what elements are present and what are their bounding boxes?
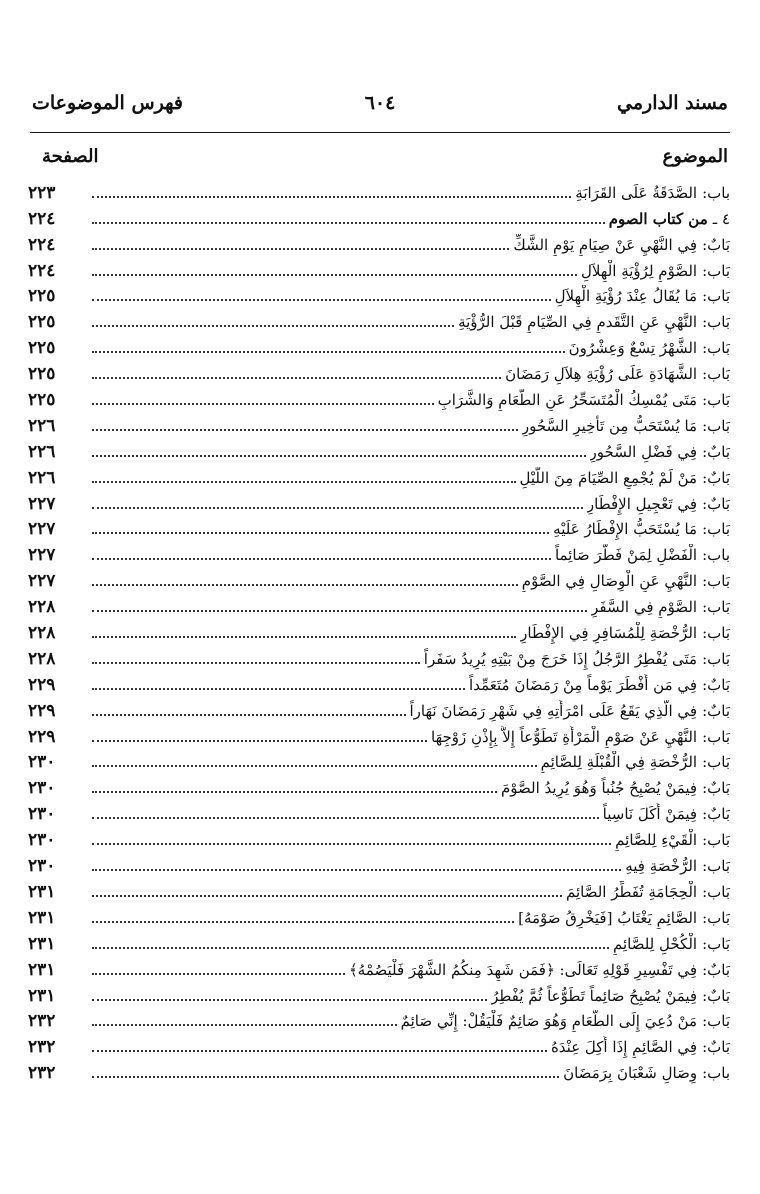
dot-leader: [92, 790, 497, 793]
index-entry: [28, 307, 730, 333]
entry-title: الْكُحْلِ لِلصَّائِمِ: [612, 934, 698, 953]
dot-leader: [92, 868, 621, 871]
entry-page-number: ٢٣٠: [28, 752, 56, 773]
entry-page-number: ٢٣١: [28, 933, 56, 954]
entry-title: الصَّوْمِ لِرُؤْيَةِ الْهِلاَلِ: [580, 261, 698, 280]
entry-page-number: ٢٣٠: [28, 778, 56, 799]
entry-title: فِي الَّذِي يَقَعُ عَلَى امْرَأَتِهِ فِي شَهْرِ رَمَضَانَ نَهَاراً: [409, 701, 698, 720]
index-entry: [28, 1007, 730, 1033]
section-title: فهرس الموضوعات: [32, 92, 183, 114]
entry-prefix: بَاب:: [702, 261, 730, 280]
index-entry: [28, 799, 730, 825]
header-rule: [30, 132, 730, 133]
entry-page-number: ٢٣١: [28, 959, 56, 980]
index-entry: [28, 903, 730, 929]
entry-prefix: بَابٌ:: [702, 986, 730, 1005]
entry-page-number: ٢٢٥: [28, 338, 56, 359]
dot-leader: [92, 1075, 559, 1078]
index-entry: [28, 385, 730, 411]
column-headings: [32, 143, 728, 173]
entry-prefix: باب:: [702, 1064, 730, 1083]
index-entry: [28, 696, 730, 722]
index-entry: [28, 178, 730, 204]
entry-title: وِصَالِ شَعْبَانَ بِرَمَضَانَ: [563, 1064, 698, 1083]
index-entry: [28, 981, 730, 1007]
index-entry: [28, 955, 730, 981]
entry-prefix: بَاب:: [702, 857, 730, 876]
index-entry: [28, 515, 730, 541]
index-entry: [28, 644, 730, 670]
entry-prefix: ٤ ـ: [712, 209, 730, 228]
entry-page-number: ٢٢٥: [28, 312, 56, 333]
entry-prefix: باب:: [702, 546, 730, 565]
index-entry: [28, 540, 730, 566]
entry-title: النَّهْيِ عَنِ الْوِصَالِ فِي الصَّوْمِ: [521, 572, 698, 591]
entry-prefix: بَاب:: [702, 520, 730, 539]
dot-leader: [92, 454, 586, 457]
index-entry: [28, 282, 730, 308]
entry-page-number: ٢٣٢: [28, 1011, 56, 1032]
entry-prefix: بَاب:: [702, 339, 730, 358]
dot-leader: [92, 635, 516, 638]
dot-leader: [92, 247, 509, 250]
entry-page-number: ٢٢٤: [28, 208, 56, 229]
entry-title: فِي تَفْسِيرِ قَوْلِهِ تَعَالَى: ﴿فَمَن شَهِدَ مِنكُمُ الشَّهْرَ فَلْيَصُمْهُ﴾: [348, 960, 698, 979]
entry-title: فِي فَضْلِ السَّحُورِ: [589, 442, 698, 461]
index-entry: [28, 773, 730, 799]
entry-title: من كتاب الصوم: [608, 209, 708, 228]
entry-page-number: ٢٢٩: [28, 674, 56, 695]
entry-page-number: ٢٢٨: [28, 648, 56, 669]
entry-title: مَا يُسْتَحَبُّ مِن تَأْخِيرِ السَّحُورِ: [521, 416, 698, 435]
entry-prefix: بَابٌ:: [702, 468, 730, 487]
entry-prefix: بَابٌ:: [702, 1038, 730, 1057]
index-entry: [28, 851, 730, 877]
dot-leader: [92, 324, 454, 327]
dot-leader: [92, 894, 562, 897]
index-entry: [28, 618, 730, 644]
dot-leader: [92, 428, 518, 431]
entry-title: النَّهْيِ عَنْ صَوْمِ الْمَرْأَةِ تَطَوُّعاً إِلاَّ بِإِذْنِ زَوْجِهَا: [431, 727, 698, 746]
entry-page-number: ٢٢٣: [28, 182, 56, 203]
dot-leader: [92, 531, 549, 534]
entry-page-number: ٢٢٥: [28, 286, 56, 307]
index-entry: [28, 1032, 730, 1058]
entry-prefix: بَاب:: [702, 727, 730, 746]
index-entry: [28, 670, 730, 696]
entry-prefix: بَاب:: [702, 1012, 730, 1031]
entry-page-number: ٢٢٤: [28, 234, 56, 255]
section-heading-row: [28, 204, 730, 230]
index-entries: [28, 178, 730, 1084]
dot-leader: [92, 221, 605, 224]
running-header: [32, 88, 728, 122]
dot-leader: [92, 557, 551, 560]
entry-page-number: ٢٣٠: [28, 804, 56, 825]
index-entry: [28, 230, 730, 256]
dot-leader: [92, 480, 516, 483]
dot-leader: [92, 609, 587, 612]
entry-page-number: ٢٣٠: [28, 856, 56, 877]
entry-prefix: بَابٌ:: [702, 779, 730, 798]
entry-page-number: ٢٣٢: [28, 1037, 56, 1058]
dot-leader: [92, 687, 465, 690]
index-entry: [28, 359, 730, 385]
dot-leader: [92, 972, 345, 975]
entry-prefix: بَاب:: [702, 287, 730, 306]
entry-title: الْفَضْلِ لِمَنْ فَطَّرَ صَائِماً: [554, 546, 698, 565]
entry-title: فِي النَّهْيِ عَنْ صِيَامِ يَوْمِ الشَّكِّ: [513, 235, 698, 254]
page-number: ٦٠٤: [364, 92, 396, 114]
dot-leader: [92, 764, 537, 767]
entry-title: الصَّائِمِ يَغْتَابُ [فَيَخْرِقُ صَوْمَهُ]: [518, 908, 698, 927]
entry-page-number: ٢٢٨: [28, 597, 56, 618]
entry-title: الشَّهْرُ تِسْعٌ وَعِشْرُونَ: [568, 339, 698, 358]
entry-page-number: ٢٢٩: [28, 726, 56, 747]
dot-leader: [92, 713, 406, 716]
entry-title: الرُّخْصَةِ فِيهِ: [625, 857, 698, 876]
dot-leader: [92, 376, 501, 379]
entry-title: فِيمَنْ يُصْبِحُ جُنُباً وَهُوَ يُرِيدُ الصَّوْمَ: [500, 779, 698, 798]
entry-prefix: بَاب:: [702, 313, 730, 332]
index-entry: [28, 748, 730, 774]
entry-prefix: بَابٌ:: [702, 442, 730, 461]
entry-prefix: بَاب:: [702, 624, 730, 643]
entry-title: الرُّخْصَةِ لِلْمُسَافِرِ فِي الإِفْطَارِ: [520, 624, 698, 643]
entry-title: الصَّدَقَةُ عَلَى القَرَابَةِ: [575, 183, 698, 202]
entry-page-number: ٢٣١: [28, 985, 56, 1006]
entry-title: فِي الصَّائِمِ إِذَا أُكِلَ عِنْدَهُ: [550, 1038, 698, 1057]
dot-leader: [92, 350, 565, 353]
index-entry: [28, 722, 730, 748]
entry-prefix: بَاب:: [702, 598, 730, 617]
page-column-heading: الصفحة: [42, 146, 99, 167]
entry-title: النَّهْيِ عَنِ التَّقَدمِ فِي الصِّيَامِ قَبْلَ الرُّؤْيَةِ: [458, 313, 698, 332]
entry-title: فِي مَن أَفْطَرَ يَوْماً مِنْ رَمَضَانَ مُتَعَمِّداً: [469, 675, 698, 694]
entry-page-number: ٢٢٦: [28, 467, 56, 488]
entry-title: مَتَى يُمْسِكُ الْمُتَسَحِّرُ عَنِ الطَّعَامِ وَالشَّرَابِ: [437, 391, 698, 410]
index-entry: [28, 1058, 730, 1084]
entry-page-number: ٢٢٥: [28, 390, 56, 411]
entry-title: الْقَيْءِ لِلصَّائِمِ: [615, 831, 698, 850]
dot-leader: [92, 1049, 547, 1052]
index-entry: [28, 437, 730, 463]
entry-page-number: ٢٢٧: [28, 545, 56, 566]
entry-title: مَا يُسْتَحَبُّ الإِفْطَارُ عَلَيْهِ: [553, 520, 698, 539]
entry-title: مَنْ لَمْ يُجْمِعِ الصِّيَامَ مِنَ اللَّيْلِ: [519, 468, 698, 487]
dot-leader: [92, 273, 577, 276]
entry-title: الْحِجَامَةِ تُفَطِّرُ الصَّائِمَ: [565, 882, 698, 901]
entry-prefix: بَابٌ:: [702, 701, 730, 720]
dot-leader: [92, 195, 571, 198]
entry-page-number: ٢٣١: [28, 907, 56, 928]
index-entry: [28, 411, 730, 437]
index-entry: [28, 929, 730, 955]
entry-title: الصَّوْمِ فِي السَّفَرِ: [591, 598, 698, 617]
dot-leader: [92, 816, 599, 819]
entry-prefix: بَاب:: [702, 649, 730, 668]
entry-prefix: بَاب:: [702, 831, 730, 850]
entry-page-number: ٢٣٠: [28, 830, 56, 851]
entry-title: فِيمَنْ يُصْبِحُ صَائِماً تَطَوُّعاً ثُمَّ يُفْطِرُ: [491, 986, 698, 1005]
entry-prefix: بَابٌ:: [702, 805, 730, 824]
entry-prefix: بَابٌ:: [702, 494, 730, 513]
dot-leader: [92, 402, 434, 405]
entry-page-number: ٢٢٩: [28, 700, 56, 721]
dot-leader: [92, 946, 609, 949]
dot-leader: [92, 506, 583, 509]
entry-page-number: ٢٢٦: [28, 441, 56, 462]
entry-prefix: باب:: [702, 183, 730, 202]
entry-prefix: بَاب:: [702, 908, 730, 927]
index-entry: [28, 592, 730, 618]
index-entry: [28, 463, 730, 489]
entry-title: فِيمَنْ أَكَلَ نَاسِياً: [602, 805, 698, 824]
dot-leader: [92, 998, 487, 1001]
index-entry: [28, 825, 730, 851]
index-entry: [28, 256, 730, 282]
entry-title: مَا يُقَالُ عِنْدَ رُؤْيَةِ الْهِلاَلِ: [554, 287, 698, 306]
entry-prefix: بَابٌ:: [702, 960, 730, 979]
dot-leader: [92, 842, 611, 845]
entry-page-number: ٢٣١: [28, 881, 56, 902]
entry-prefix: بَابٌ:: [702, 675, 730, 694]
entry-prefix: بَابٌ:: [702, 235, 730, 254]
entry-page-number: ٢٢٧: [28, 493, 56, 514]
index-entry: [28, 333, 730, 359]
index-entry: [28, 877, 730, 903]
entry-prefix: بَاب:: [702, 391, 730, 410]
entry-prefix: بَاب:: [702, 365, 730, 384]
entry-prefix: بَاب:: [702, 416, 730, 435]
entry-title: مَنْ دُعِيَ إِلَى الطَّعَامِ وَهُوَ صَائِمٌ فَلْيَقُلْ: إِنِّي صَائِمٌ: [400, 1012, 698, 1031]
dot-leader: [92, 583, 518, 586]
book-title: مسند الدارمي: [617, 92, 728, 114]
dot-leader: [92, 1023, 397, 1026]
entry-title: الرُّخْصَةِ فِي الْقُبْلَةِ لِلصَّائِمِ: [540, 753, 698, 772]
entry-page-number: ٢٣٢: [28, 1063, 56, 1084]
entry-page-number: ٢٢٨: [28, 623, 56, 644]
topic-column-heading: الموضوع: [662, 146, 728, 167]
dot-leader: [92, 920, 514, 923]
entry-prefix: بَاب:: [702, 753, 730, 772]
dot-leader: [92, 298, 551, 301]
entry-title: فِي تَعْجِيلِ الإِفْطَارِ: [586, 494, 698, 513]
entry-prefix: بَاب:: [702, 882, 730, 901]
entry-page-number: ٢٢٧: [28, 519, 56, 540]
entry-page-number: ٢٢٥: [28, 364, 56, 385]
index-entry: [28, 566, 730, 592]
entry-title: مَتَى يُفْطِرُ الرَّجُلُ إِذَا خَرَجَ مِنْ بَيْتِهِ يُرِيدُ سَفَراً: [423, 649, 698, 668]
entry-page-number: ٢٢٤: [28, 260, 56, 281]
entry-prefix: بَاب:: [702, 572, 730, 591]
entry-page-number: ٢٢٧: [28, 571, 56, 592]
entry-prefix: بَاب:: [702, 934, 730, 953]
dot-leader: [92, 739, 427, 742]
entry-title: الشَّهَادَةِ عَلَى رُؤْيَةِ هِلاَلِ رَمَضَانَ: [505, 365, 698, 384]
entry-page-number: ٢٢٦: [28, 415, 56, 436]
index-entry: [28, 489, 730, 515]
dot-leader: [92, 661, 420, 664]
